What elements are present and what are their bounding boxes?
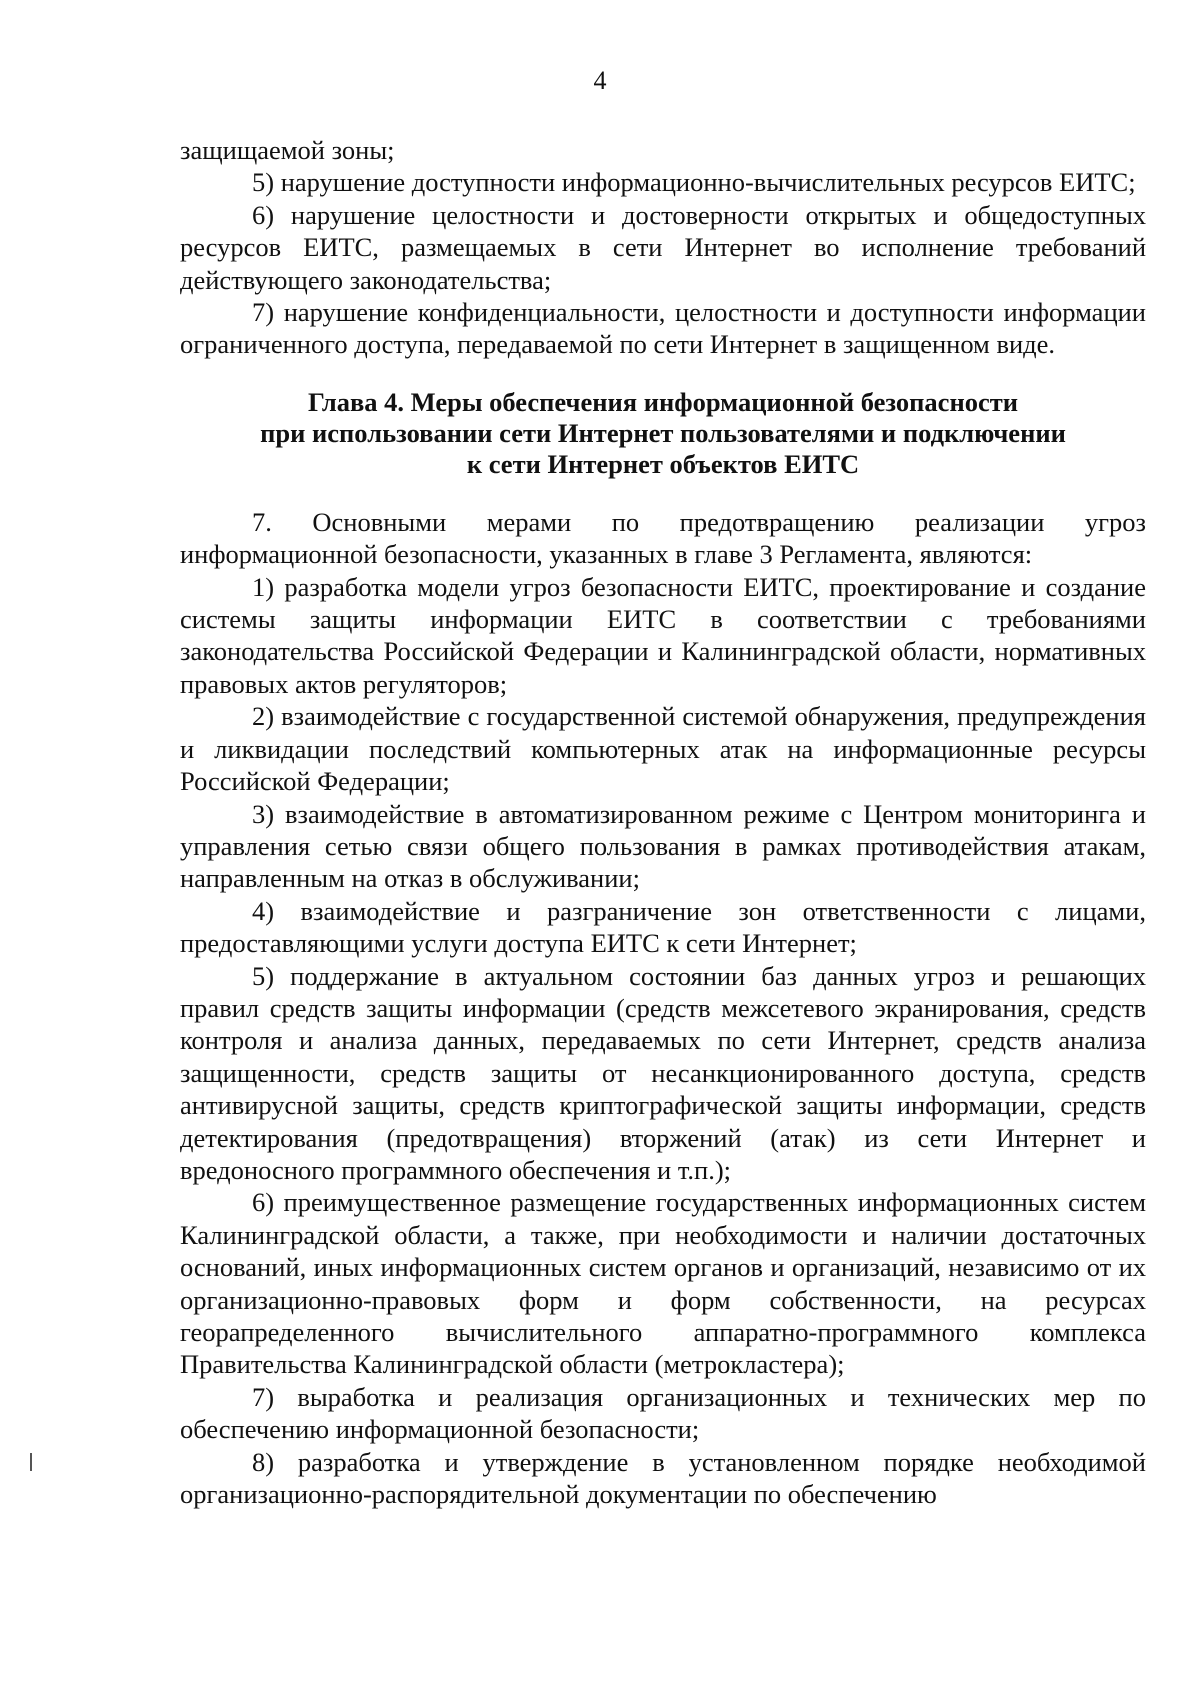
chapter-heading (180, 387, 1146, 480)
heading-line: при использовании сети Интернет пользователями и подключении (260, 417, 1066, 448)
paragraph: 5) нарушение доступности информационно-вычислительных ресурсов ЕИТС; (252, 167, 1136, 198)
paragraph: 7) нарушение конфиденциальности, целостности и доступности информации ограниченного доступа, передаваемой по сети Интернет в защищенном виде. (180, 297, 1146, 360)
paragraph: 5) поддержание в актуальном состоянии баз данных угроз и решающих правил средств защиты информации (средств межсетевого экранирования, средств контроля и анализа данных, передаваемых по сети Интернет, средств анализа защищенности, средств защиты от несанкционированного доступа, средств антивирусной защиты, средств криптографической защиты информации, средств детектирования (предотвращения) вторжений (атак) из сети Интернет и вредоносного программного обеспечения и т.п.); (180, 960, 1146, 1185)
paragraph: 3) взаимодействие в автоматизированном режиме с Центром мониторинга и управления сетью связи общего пользования в рамках противодействия атакам, направленным на отказ в обслуживании; (180, 798, 1146, 894)
paragraph: 7. Основными мерами по предотвращению реализации угроз информационной безопасности, указанных в главе 3 Регламента, являются: (180, 506, 1146, 570)
paragraph: 6) преимущественное размещение государственных информационных систем Калининградской области, а также, при необходимости и наличии достаточных оснований, иных информационных систем органов и организаций, независимо от их организационно-правовых форм и форм собственности, на ресурсах георапределенного вычислительного аппаратно-программного комплекса Правительства Калининградской области (метрокластера); (180, 1187, 1146, 1380)
paragraph: 1) разработка модели угроз безопасности ЕИТС, проектирование и создание системы защиты информации ЕИТС в соответствии с требованиями законодательства Российской Федерации и Калининградской области, нормативных правовых актов регуляторов; (180, 571, 1146, 699)
paragraph: 2) взаимодействие с государственной системой обнаружения, предупреждения и ликвидации последствий компьютерных атак на информационные ресурсы Российской Федерации; (180, 701, 1146, 797)
document-body (180, 134, 1146, 1510)
paragraph: 6) нарушение целостности и достоверности открытых и общедоступных ресурсов ЕИТС, размещаемых в сети Интернет во исполнение требований действующего законодательства; (180, 199, 1146, 295)
heading-line: к сети Интернет объектов ЕИТС (466, 448, 860, 479)
scan-margin-mark (30, 1453, 32, 1471)
paragraph: 8) разработка и утверждение в установленном порядке необходимой организационно-распорядительной документации по обеспечению (180, 1446, 1146, 1510)
paragraph: защищаемой зоны; (180, 135, 395, 165)
paragraph: 7) выработка и реализация организационных и технических мер по обеспечению информационной безопасности; (180, 1381, 1146, 1445)
paragraph: 4) взаимодействие и разграничение зон ответственности с лицами, предоставляющими услуги доступа ЕИТС к сети Интернет; (180, 895, 1146, 959)
page-number: 4 (593, 66, 607, 95)
heading-line: Глава 4. Меры обеспечения информационной безопасности (307, 386, 1019, 417)
